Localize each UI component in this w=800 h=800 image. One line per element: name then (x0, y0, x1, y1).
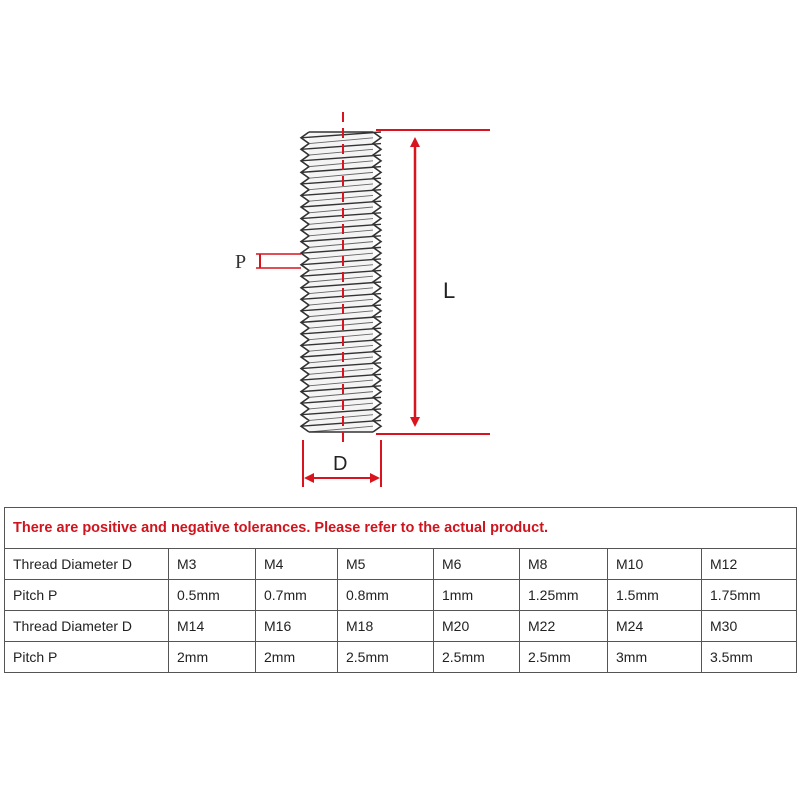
table-cell: 1mm (434, 580, 520, 611)
table-cell: 3mm (608, 642, 702, 673)
table-cell: M22 (520, 611, 608, 642)
diameter-label: D (333, 453, 348, 475)
length-label: L (443, 278, 456, 303)
table-cell: 2.5mm (338, 642, 434, 673)
specification-table (4, 507, 797, 673)
table-cell: M6 (434, 549, 520, 580)
table-cell: M10 (608, 549, 702, 580)
table-cell: 2mm (169, 642, 256, 673)
table-cell: M8 (520, 549, 608, 580)
table-cell: 3.5mm (702, 642, 797, 673)
table-cell: M20 (434, 611, 520, 642)
tolerance-note: There are positive and negative tolerances. Please refer to the actual product. (5, 508, 797, 549)
pitch-label: P (235, 251, 247, 273)
table-row (5, 611, 797, 642)
table-cell: 1.75mm (702, 580, 797, 611)
rod-left-profile (301, 132, 309, 432)
table-cell: M4 (256, 549, 338, 580)
table-cell: 0.8mm (338, 580, 434, 611)
table-cell: 1.25mm (520, 580, 608, 611)
table-cell: M16 (256, 611, 338, 642)
table-cell: M14 (169, 611, 256, 642)
table-cell: M18 (338, 611, 434, 642)
threaded-rod (301, 132, 381, 432)
table-cell: 2.5mm (434, 642, 520, 673)
table-cell: 2.5mm (520, 642, 608, 673)
table-row (5, 549, 797, 580)
table-cell: M12 (702, 549, 797, 580)
table-row (5, 580, 797, 611)
row-header: Pitch P (5, 642, 169, 673)
row-header: Thread Diameter D (5, 611, 169, 642)
row-header: Pitch P (5, 580, 169, 611)
table-cell: 0.5mm (169, 580, 256, 611)
table-cell: M3 (169, 549, 256, 580)
table-cell: 0.7mm (256, 580, 338, 611)
table-cell: M24 (608, 611, 702, 642)
tolerance-note-row (5, 508, 797, 549)
table-cell: M5 (338, 549, 434, 580)
table-cell: M30 (702, 611, 797, 642)
row-header: Thread Diameter D (5, 549, 169, 580)
table-cell: 2mm (256, 642, 338, 673)
table-cell: 1.5mm (608, 580, 702, 611)
table-row (5, 642, 797, 673)
